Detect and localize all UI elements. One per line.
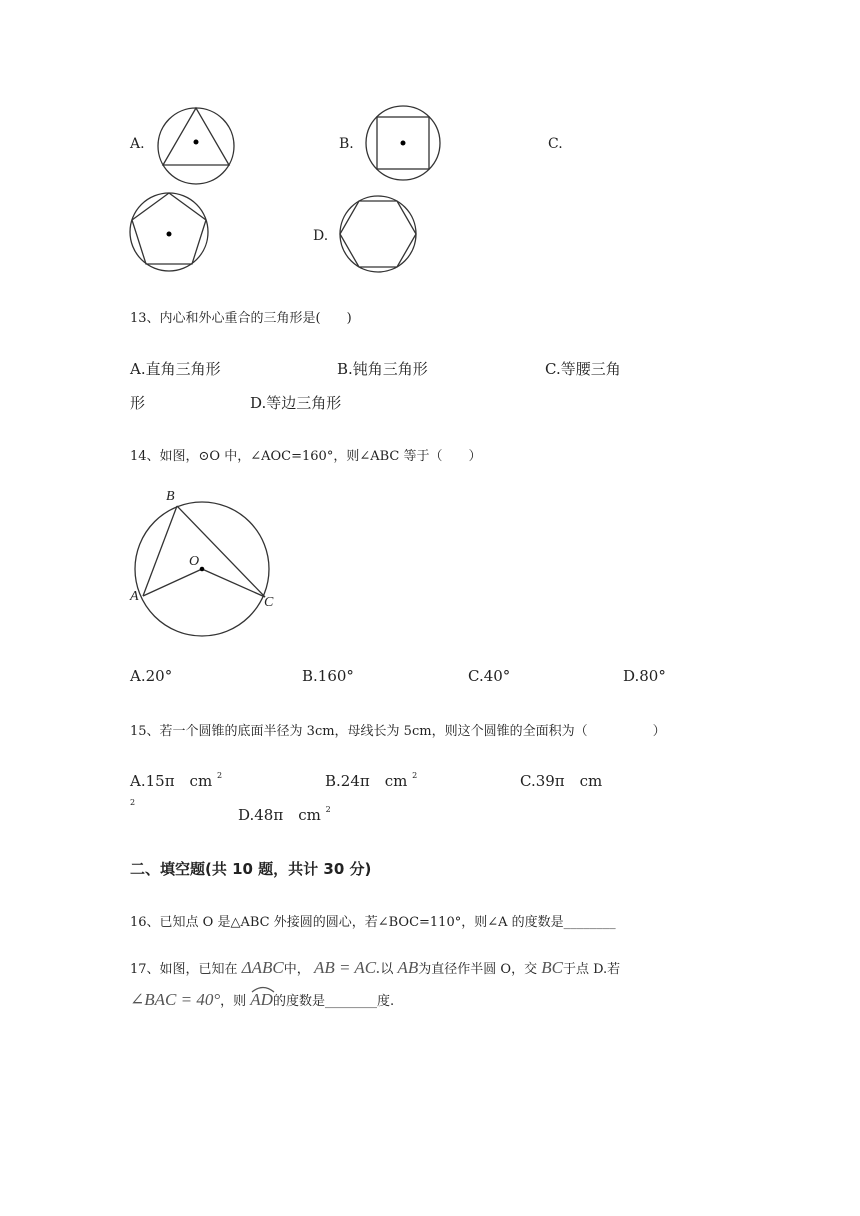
q12-option-b-label: B. bbox=[339, 136, 354, 152]
q14-option-b: B.160° bbox=[302, 667, 354, 685]
point-a-label: A bbox=[130, 589, 139, 604]
q15-option-a-text: A.15π cm bbox=[130, 772, 213, 790]
q14-option-c: C.40° bbox=[468, 667, 511, 685]
q12-option-c-label: C. bbox=[548, 136, 563, 152]
q13-question: 13、内心和外心重合的三角形是( ) bbox=[130, 311, 352, 326]
q15-option-d bbox=[238, 804, 331, 825]
q14-question: 14、如图，⊙O 中，∠AOC=160°，则∠ABC 等于（ ） bbox=[130, 449, 482, 464]
q15-option-c-superscript: 2 bbox=[130, 798, 136, 807]
q17-line-1 bbox=[130, 958, 620, 978]
segment-bc: BC bbox=[541, 958, 563, 977]
q17-t5: ，则 bbox=[220, 994, 247, 1009]
superscript-2: 2 bbox=[412, 771, 418, 780]
q13-option-d: D.等边三角形 bbox=[250, 394, 342, 412]
q15-option-c: C.39π cm bbox=[520, 772, 603, 790]
equation-ab-ac: AB = AC. bbox=[313, 958, 381, 977]
angle-bac: ∠BAC = 40° bbox=[130, 990, 221, 1009]
point-b-label: B bbox=[166, 489, 175, 504]
q15-option-b-text: B.24π cm bbox=[325, 772, 408, 790]
q14-option-d: D.80° bbox=[623, 667, 666, 685]
circle-inscribed-square-figure bbox=[364, 104, 446, 186]
q13-option-c-continued: 形 bbox=[130, 394, 146, 412]
q15-option-a bbox=[130, 770, 222, 791]
point-c-label: C bbox=[264, 595, 274, 610]
q13-option-b: B.钝角三角形 bbox=[337, 360, 428, 378]
circle-angle-figure bbox=[125, 488, 285, 643]
circle-inscribed-triangle-figure bbox=[154, 104, 238, 188]
q13-option-c: C.等腰三角 bbox=[545, 360, 621, 378]
circle-inscribed-hexagon-figure bbox=[337, 194, 419, 276]
q17-line-2 bbox=[130, 990, 394, 1010]
superscript-2: 2 bbox=[325, 805, 331, 814]
q17-t3: 为直径作半圆 O，交 bbox=[418, 962, 538, 977]
q15-option-d-text: D.48π cm bbox=[238, 806, 321, 824]
point-o-label: O bbox=[189, 554, 200, 569]
q17-t1: 中， bbox=[283, 962, 310, 977]
q13-option-a: A.直角三角形 bbox=[130, 360, 221, 378]
circle-inscribed-pentagon-figure bbox=[127, 190, 211, 274]
arc-ad-text: AD bbox=[250, 990, 273, 1009]
section-heading: 二、填空题(共 10 题，共计 30 分) bbox=[130, 860, 372, 878]
q14-option-a: A.20° bbox=[130, 667, 173, 685]
superscript-2: 2 bbox=[216, 771, 223, 780]
arc-mark-icon bbox=[250, 985, 276, 993]
triangle-abc: ΔABC bbox=[241, 958, 284, 977]
segment-ab: AB bbox=[397, 958, 419, 977]
q12-option-d-label: D. bbox=[313, 228, 329, 244]
q17-t6: 的度数是________度. bbox=[272, 994, 395, 1009]
q12-option-a-label: A. bbox=[130, 136, 145, 152]
q17-t2: 以 bbox=[380, 962, 394, 977]
q17-prefix: 17、如图，已知在 bbox=[130, 962, 238, 977]
q15-option-b bbox=[325, 770, 417, 791]
q15-question: 15、若一个圆锥的底面半径为 3cm，母线长为 5cm，则这个圆锥的全面积为（ ） bbox=[130, 724, 666, 739]
q16-question: 16、已知点 O 是△ABC 外接圆的圆心，若∠BOC=110°，则∠A 的度数是________ bbox=[130, 915, 616, 930]
q17-t4: 于点 D.若 bbox=[562, 962, 621, 977]
arc-ad bbox=[250, 990, 273, 1010]
